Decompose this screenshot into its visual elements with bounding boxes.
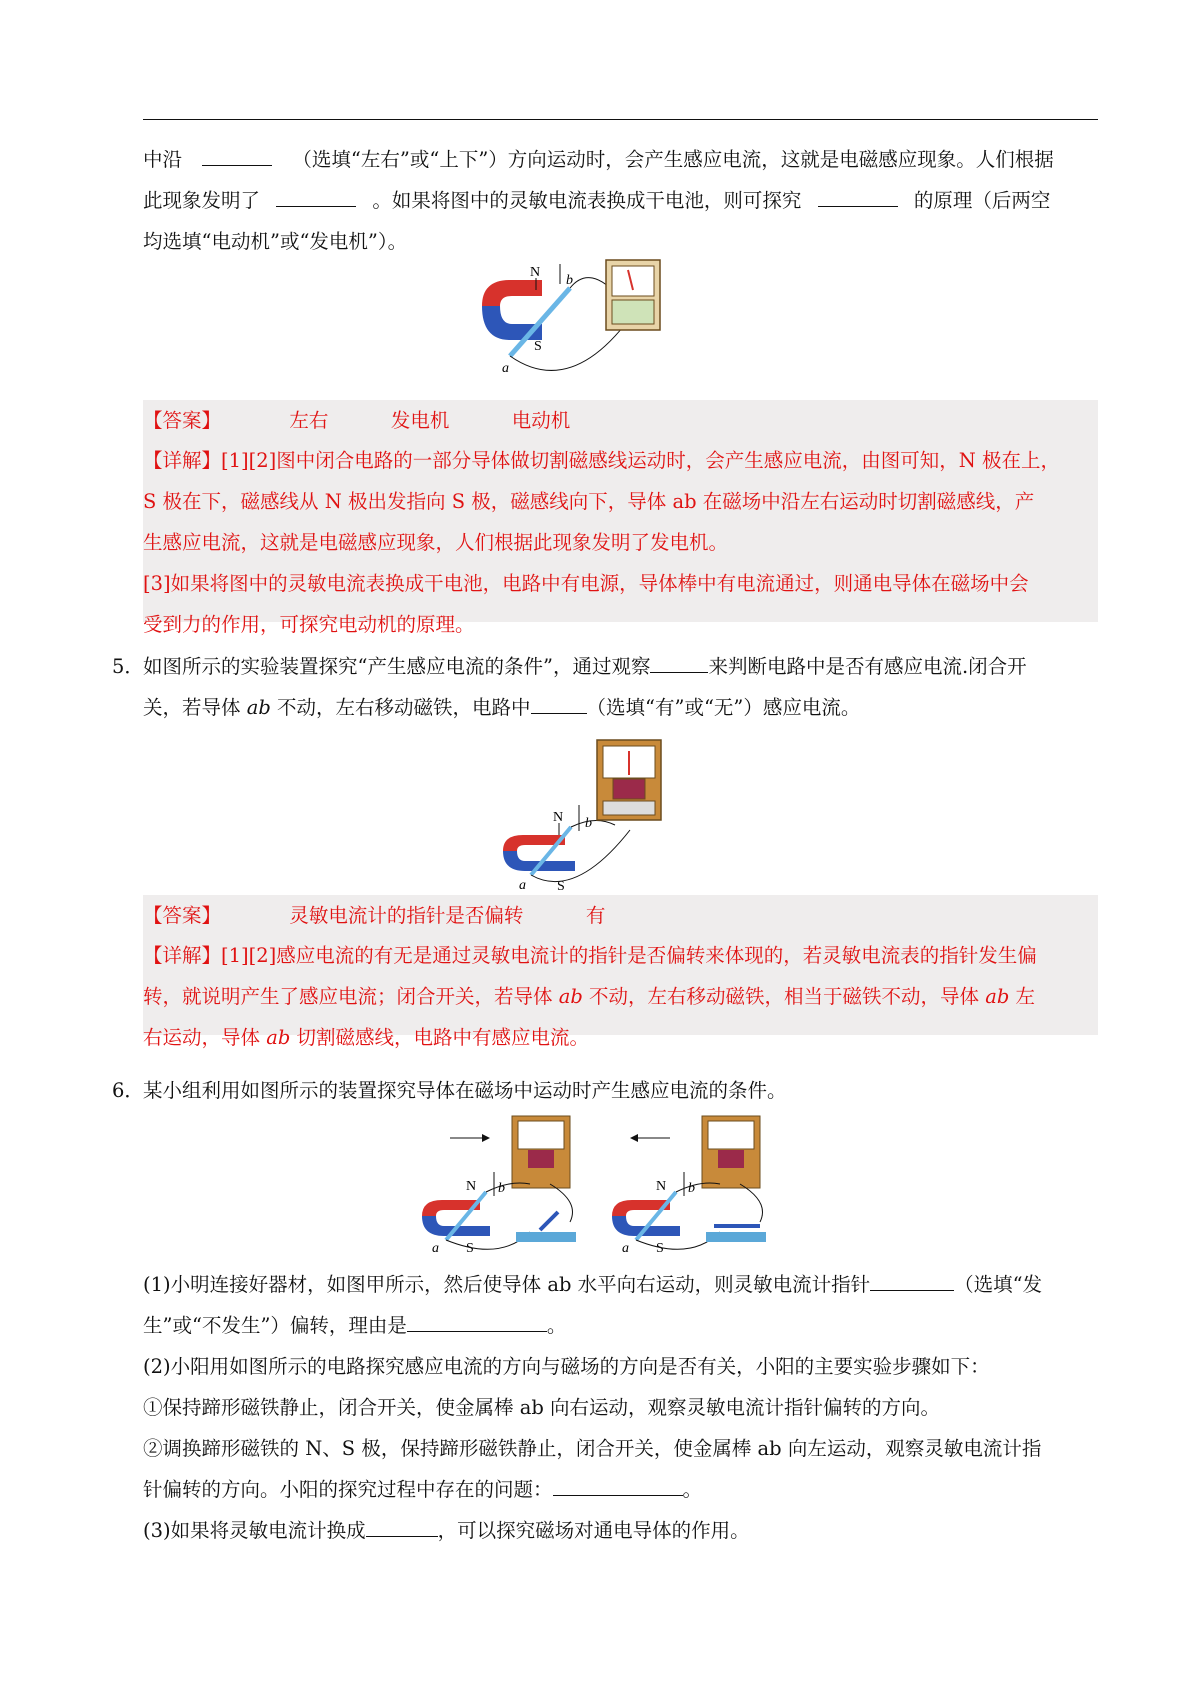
detail-ab: ab (558, 985, 583, 1008)
q5-detail-3 (143, 1017, 1098, 1058)
q4-answer-line (143, 400, 1098, 441)
q4-text: 此现象发明了 (143, 189, 261, 212)
q4-detail-2: S 极在下，磁感线从 N 极出发指向 S 极，磁感线向下，导体 ab 在磁场中沿左右运动时切割磁感线，产 (143, 490, 1035, 513)
q6-step-2: ②调换蹄形磁铁的 N、S 极，保持蹄形磁铁静止，闭合开关，使金属棒 ab 向左运动，观察灵敏电流计指 (143, 1437, 1042, 1460)
magnet-north-arm (482, 280, 542, 306)
figure-q6-apparatus (420, 1112, 800, 1257)
figure-q4-apparatus (480, 258, 720, 388)
setup-left (422, 1116, 576, 1256)
q4-line-3: 均选填“电动机”或“发电机”）。 (143, 230, 408, 253)
q6-blank-3[interactable] (553, 1473, 683, 1496)
q6-blank-1[interactable] (870, 1268, 954, 1291)
detail-label: 【详解】 (143, 944, 222, 967)
q6-part-1-line-1 (143, 1264, 1098, 1305)
q6-blank-4[interactable] (366, 1514, 438, 1537)
label-b: b (585, 816, 592, 831)
q4-blank-1[interactable] (202, 143, 272, 166)
answer-1: 灵敏电流计的指针是否偏转 (289, 904, 524, 927)
q4-line-1 (143, 139, 1098, 180)
q6-text: (3)如果将灵敏电流计换成 (143, 1519, 366, 1542)
q4-detail-1 (143, 440, 1098, 481)
q6-step-2-cont (143, 1469, 1098, 1510)
label-s: S (534, 339, 542, 354)
q6-text: （选填“发 (954, 1273, 1043, 1296)
detail-text: 左 (1009, 985, 1036, 1008)
q4-blank-3[interactable] (818, 184, 898, 207)
label-a: a (622, 1241, 629, 1256)
arrow-left-icon (630, 1134, 638, 1142)
label-n: N (553, 810, 564, 825)
q5-blank-1[interactable] (650, 650, 708, 673)
switch (516, 1232, 576, 1242)
q4-text: 中沿 (143, 148, 183, 171)
label-s: S (656, 1241, 664, 1256)
label-b: b (498, 1181, 505, 1196)
figure-q5-apparatus (495, 735, 695, 895)
detail-text: 转，就说明产生了感应电流；闭合开关，若导体 (143, 985, 559, 1008)
detail-text: 不动，左右移动磁铁，相当于磁铁不动，导体 (582, 985, 986, 1008)
label-a: a (502, 361, 509, 376)
q4-detail-3: 生感应电流，这就是电磁感应现象，人们根据此现象发明了发电机。 (143, 531, 729, 554)
answer-3: 电动机 (511, 409, 571, 432)
answer-2: 发电机 (390, 409, 450, 432)
detail-label: 【详解】 (143, 449, 222, 472)
detail-ab: ab (266, 1026, 291, 1049)
answer-1: 左右 (289, 409, 329, 432)
label-b: b (688, 1181, 695, 1196)
q4-detail-4: [3]如果将图中的灵敏电流表换成干电池，电路中有电源，导体棒中有电流通过，则通电导体在磁场中会 (143, 572, 1029, 595)
q5-ab: ab (246, 696, 271, 719)
q4-text: 。如果将图中的灵敏电流表换成干电池，则可探究 (372, 189, 802, 212)
q4-line-2 (143, 180, 1098, 221)
q6-number: 6． (112, 1079, 144, 1102)
q5-text: 如图所示的实验装置探究“产生感应电流的条件”，通过观察 (143, 655, 651, 678)
detail-ab: ab (985, 985, 1010, 1008)
q6-part-2: (2)小阳用如图所示的电路探究感应电流的方向与磁场的方向是否有关，小阳的主要实验步骤如下： (143, 1355, 990, 1378)
label-a: a (432, 1241, 439, 1256)
answer-label: 【答案】 (143, 904, 222, 927)
header-rule (143, 119, 1098, 120)
q5-text: 不动，左右移动磁铁，电路中 (270, 696, 531, 719)
magnet-south-arm (482, 306, 542, 340)
setup-right (612, 1116, 766, 1256)
label-s: S (557, 879, 565, 894)
label-n: N (656, 1179, 667, 1194)
detail-text: 右运动，导体 (143, 1026, 267, 1049)
q5-detail-2 (143, 976, 1098, 1017)
q5-text: 来判断电路中是否有感应电流.闭合开 (708, 655, 1027, 678)
label-a: a (519, 878, 526, 893)
detail-text: [1][2]感应电流的有无是通过灵敏电流计的指针是否偏转来体现的，若灵敏电流表的指针发生偏 (221, 944, 1037, 967)
q5-line-2 (143, 687, 1098, 728)
q6-text: 。 (682, 1478, 703, 1501)
label-n: N (466, 1179, 477, 1194)
q4-detail-5: 受到力的作用，可探究电动机的原理。 (143, 613, 475, 636)
q6-part-3 (143, 1510, 1098, 1551)
q4-blank-2[interactable] (276, 184, 356, 207)
detail-text: 切割磁感线，电路中有感应电流。 (290, 1026, 590, 1049)
q6-stem: 某小组利用如图所示的装置探究导体在磁场中运动时产生感应电流的条件。 (143, 1079, 787, 1102)
q6-text: 。 (546, 1314, 567, 1337)
q6-text: 针偏转的方向。小阳的探究过程中存在的问题： (143, 1478, 553, 1501)
q6-blank-2[interactable] (407, 1309, 547, 1332)
q5-number: 5． (112, 655, 144, 678)
q4-text: 的原理（后两空 (913, 189, 1051, 212)
detail-text: [1][2]图中闭合电路的一部分导体做切割磁感线运动时，会产生感应电流，由图可知，N 极在上， (221, 449, 1061, 472)
q6-part-1-line-2 (143, 1305, 1098, 1346)
answer-2: 有 (585, 904, 606, 927)
q5-blank-2[interactable] (531, 691, 587, 714)
q5-text: 关，若导体 (143, 696, 247, 719)
q6-text: 生”或“不发生”）偏转，理由是 (143, 1314, 407, 1337)
q5-line-1 (143, 646, 1098, 687)
q5-text: （选填“有”或“无”）感应电流。 (586, 696, 861, 719)
q6-text: ，可以探究磁场对通电导体的作用。 (437, 1519, 750, 1542)
q6-step-1: ①保持蹄形磁铁静止，闭合开关，使金属棒 ab 向右运动，观察灵敏电流计指针偏转的方向。 (143, 1396, 941, 1419)
answer-label: 【答案】 (143, 409, 222, 432)
arrow-right-icon (482, 1134, 490, 1142)
label-n: N (530, 265, 541, 280)
q5-detail-1 (143, 935, 1098, 976)
label-s: S (466, 1241, 474, 1256)
q4-text: （选填“左右”或“上下”）方向运动时，会产生感应电流，这就是电磁感应现象。人们根据 (292, 148, 1054, 171)
label-b: b (566, 273, 573, 288)
q5-answer-line (143, 895, 1098, 936)
q6-text: (1)小明连接好器材，如图甲所示，然后使导体 ab 水平向右运动，则灵敏电流计指针 (143, 1273, 871, 1296)
